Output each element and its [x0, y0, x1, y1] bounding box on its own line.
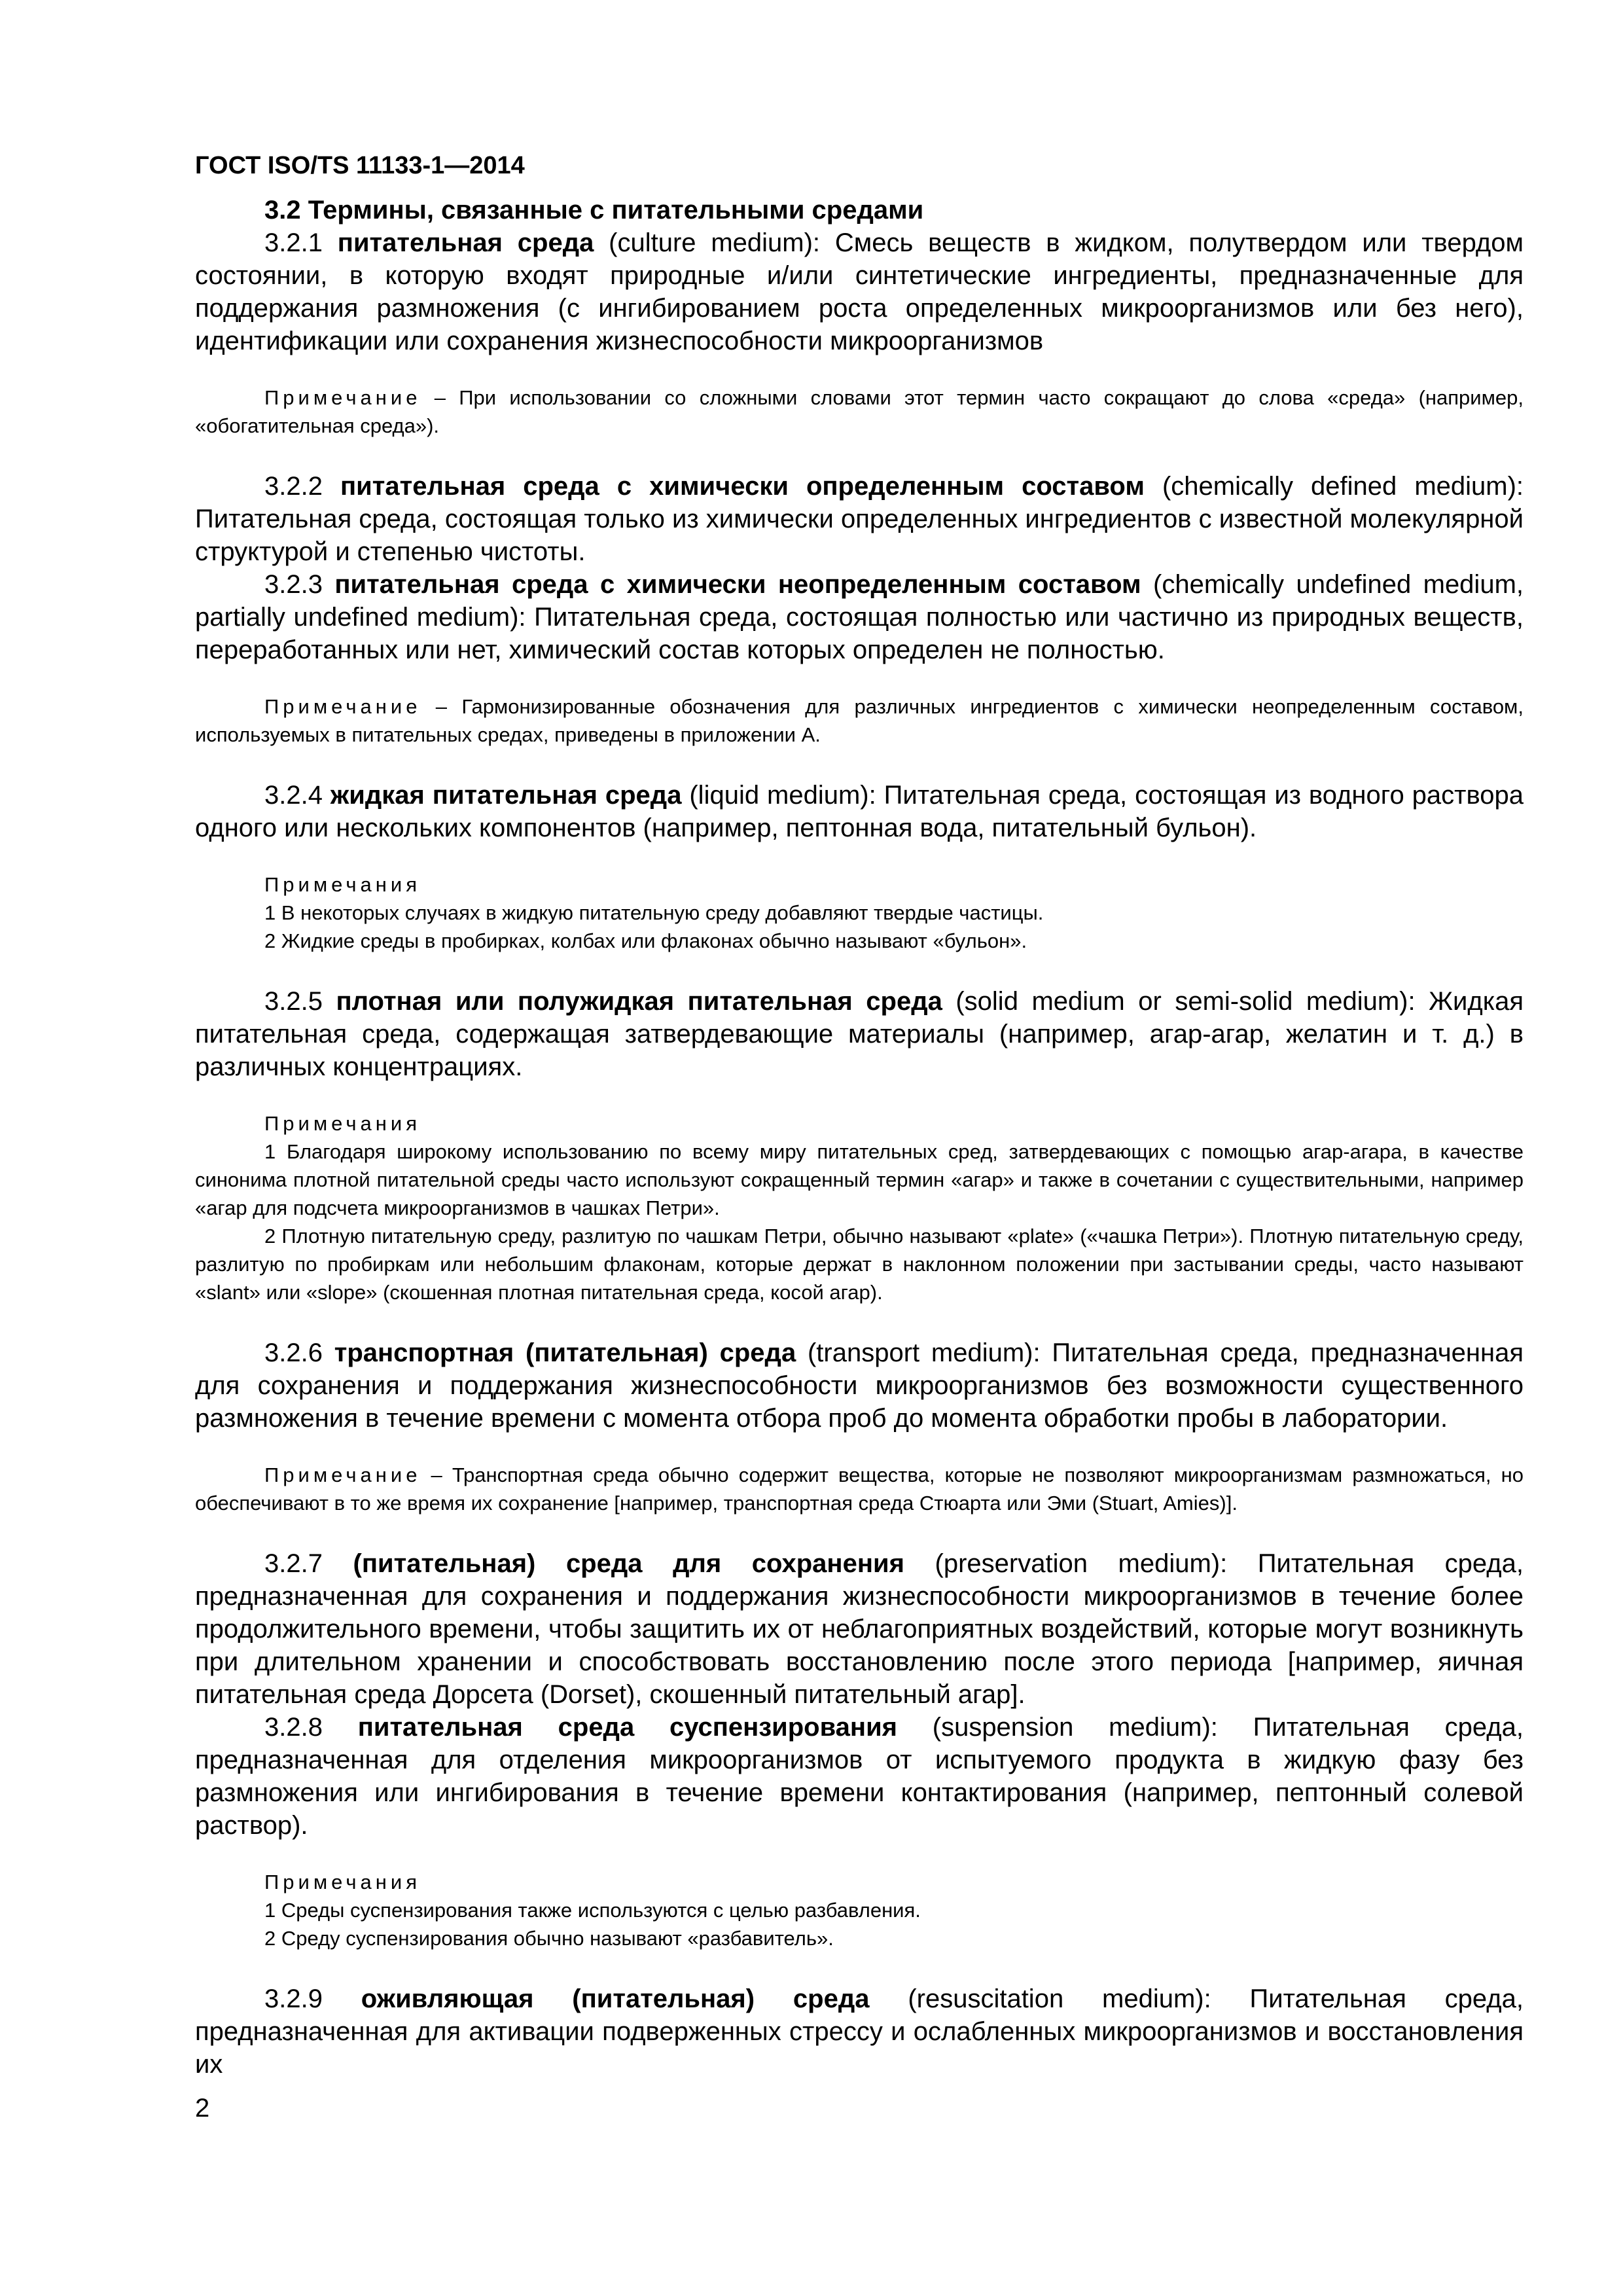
term-3-2-3: [195, 568, 1524, 666]
term-name: питательная среда суспензирования: [357, 1713, 897, 1742]
term-3-2-7: [195, 1547, 1524, 1711]
note-item: 2 Плотную питательную среду, разлитую по чашкам Петри, обычно называют «plate» («чашка Петри»). Плотную питательную среду, разлитую по пробиркам или небольшим флаконам, которые держат в наклонном положении при застывании среды, часто называют «slant» или «slope» (скошенная плотная питательная среда, косой агар).: [195, 1225, 1524, 1304]
notes-heading: Примечания: [264, 1871, 421, 1893]
term-number: 3.2.2: [264, 472, 341, 501]
note-3-2-3: [195, 692, 1524, 749]
term-name: оживляющая (питательная) среда: [361, 1984, 870, 2013]
note-item: 2 Жидкие среды в пробирках, колбах или флаконах обычно называют «бульон».: [264, 929, 1027, 952]
document-page: [195, 151, 1524, 2081]
term-definition: (chemically defined medium): Питательная среда, состоящая только из химически определенных ингредиентов с известной молекулярной структурой и степенью чистоты.: [195, 472, 1524, 566]
note-text: – При использовании со сложными словами этот термин часто сокращают до слова «среда» (например, «обогатительная среда»).: [195, 386, 1524, 437]
term-number: 3.2.4: [264, 781, 330, 810]
note-label: Примечание: [264, 386, 421, 409]
term-name: жидкая питательная среда: [330, 781, 682, 810]
note-text: – Транспортная среда обычно содержит вещества, которые не позволяют микроорганизмам размножаться, но обеспечивают в то же время их сохранение [например, транспортная среда Стюарта или Эми (Stuart, Amies)].: [195, 1463, 1524, 1515]
term-name: питательная среда: [337, 228, 594, 257]
term-number: 3.2.7: [264, 1549, 353, 1578]
note-item: 2 Среду суспензирования обычно называют «разбавитель».: [264, 1927, 834, 1950]
term-number: 3.2.1: [264, 228, 338, 257]
page-number: 2: [195, 2094, 210, 2123]
note-item: 1 Благодаря широкому использованию по всему миру питательных сред, затвердевающих с помощью агар-агара, в качестве синонима плотной питательной среды часто используют сокращенный термин «агар» и также в сочетании с существительными, например «агар для подсчета микроорганизмов в чашках Петри».: [195, 1140, 1524, 1219]
term-name: питательная среда с химически неопределенным составом: [334, 570, 1141, 599]
note-3-2-6: [195, 1461, 1524, 1517]
notes-heading: Примечания: [264, 873, 421, 896]
term-name: плотная или полужидкая питательная среда: [336, 987, 942, 1016]
notes-heading: Примечания: [264, 1112, 421, 1135]
section-title: 3.2 Термины, связанные с питательными средами: [264, 196, 924, 224]
term-number: 3.2.8: [264, 1713, 358, 1742]
term-name: (питательная) среда для сохранения: [353, 1549, 904, 1578]
term-definition: (suspension medium): Питательная среда, предназначенная для отделения микроорганизмов от испытуемого продукта в жидкую фазу без размножения или ингибирования в течение времени контактирования (например, пептонный солевой раствор).: [195, 1713, 1524, 1840]
term-number: 3.2.3: [264, 570, 335, 599]
term-name: питательная среда с химически определенным составом: [340, 472, 1145, 501]
note-item: 1 Среды суспензирования также используются с целью разбавления.: [264, 1899, 921, 1922]
term-number: 3.2.9: [264, 1984, 361, 2013]
term-definition: (chemically undefined medium, partially undefined medium): Питательная среда, состоящая полностью или частично из природных веществ, переработанных или нет, химический состав которых определен не полностью.: [195, 570, 1524, 664]
term-3-2-2: [195, 470, 1524, 568]
term-3-2-9: [195, 1982, 1524, 2081]
note-3-2-1: [195, 384, 1524, 440]
term-definition: (culture medium): Смесь веществ в жидком, полутвердом или твердом состоянии, в которую входят природные и/или синтетические ингредиенты, предназначенные для поддержания размножения (с ингибированием роста определенных микроорганизмов или без него), идентификации или сохранения жизнеспособности микроорганизмов: [195, 228, 1524, 355]
term-3-2-4: [195, 779, 1524, 844]
term-3-2-1: [195, 226, 1524, 357]
note-label: Примечание: [264, 1463, 421, 1486]
term-definition: (solid medium or semi-solid medium): Жидкая питательная среда, содержащая затвердевающие материалы (например, агар-агар, желатин и т. д.) в различных концентрациях.: [195, 987, 1524, 1081]
term-3-2-6: [195, 1336, 1524, 1435]
term-3-2-8: [195, 1711, 1524, 1842]
term-definition: (preservation medium): Питательная среда, предназначенная для сохранения и поддержания жизнеспособности микроорганизмов в течение более продолжительного времени, чтобы защитить их от неблагоприятных воздействий, которые могут возникнуть при длительном хранении и способствовать восстановлению после этого периода [например, яичная питательная среда Дорсета (Dorset), скошенный питательный агар].: [195, 1549, 1524, 1709]
term-name: транспортная (питательная) среда: [334, 1338, 796, 1367]
term-definition: (liquid medium): Питательная среда, состоящая из водного раствора одного или нескольких компонентов (например, пептонная вода, питательный бульон).: [195, 781, 1524, 842]
term-number: 3.2.6: [264, 1338, 334, 1367]
term-definition: (resuscitation medium): Питательная среда, предназначенная для активации подверженных стрессу и ослабленных микроорганизмов и восстановления их: [195, 1984, 1524, 2079]
document-code: ГОСТ ISO/TS 11133-1—2014: [195, 152, 525, 179]
term-number: 3.2.5: [264, 987, 336, 1016]
note-label: Примечание: [264, 695, 421, 718]
note-item: 1 В некоторых случаях в жидкую питательную среду добавляют твердые частицы.: [264, 901, 1044, 924]
note-text: – Гармонизированные обозначения для различных ингредиентов с химически неопределенным составом, используемых в питательных средах, приведены в приложении А.: [195, 695, 1524, 746]
term-definition: (transport medium): Питательная среда, предназначенная для сохранения и поддержания жизнеспособности микроорганизмов без возможности существенного размножения в течение времени с момента отбора проб до момента обработки пробы в лаборатории.: [195, 1338, 1524, 1433]
term-3-2-5: [195, 985, 1524, 1083]
